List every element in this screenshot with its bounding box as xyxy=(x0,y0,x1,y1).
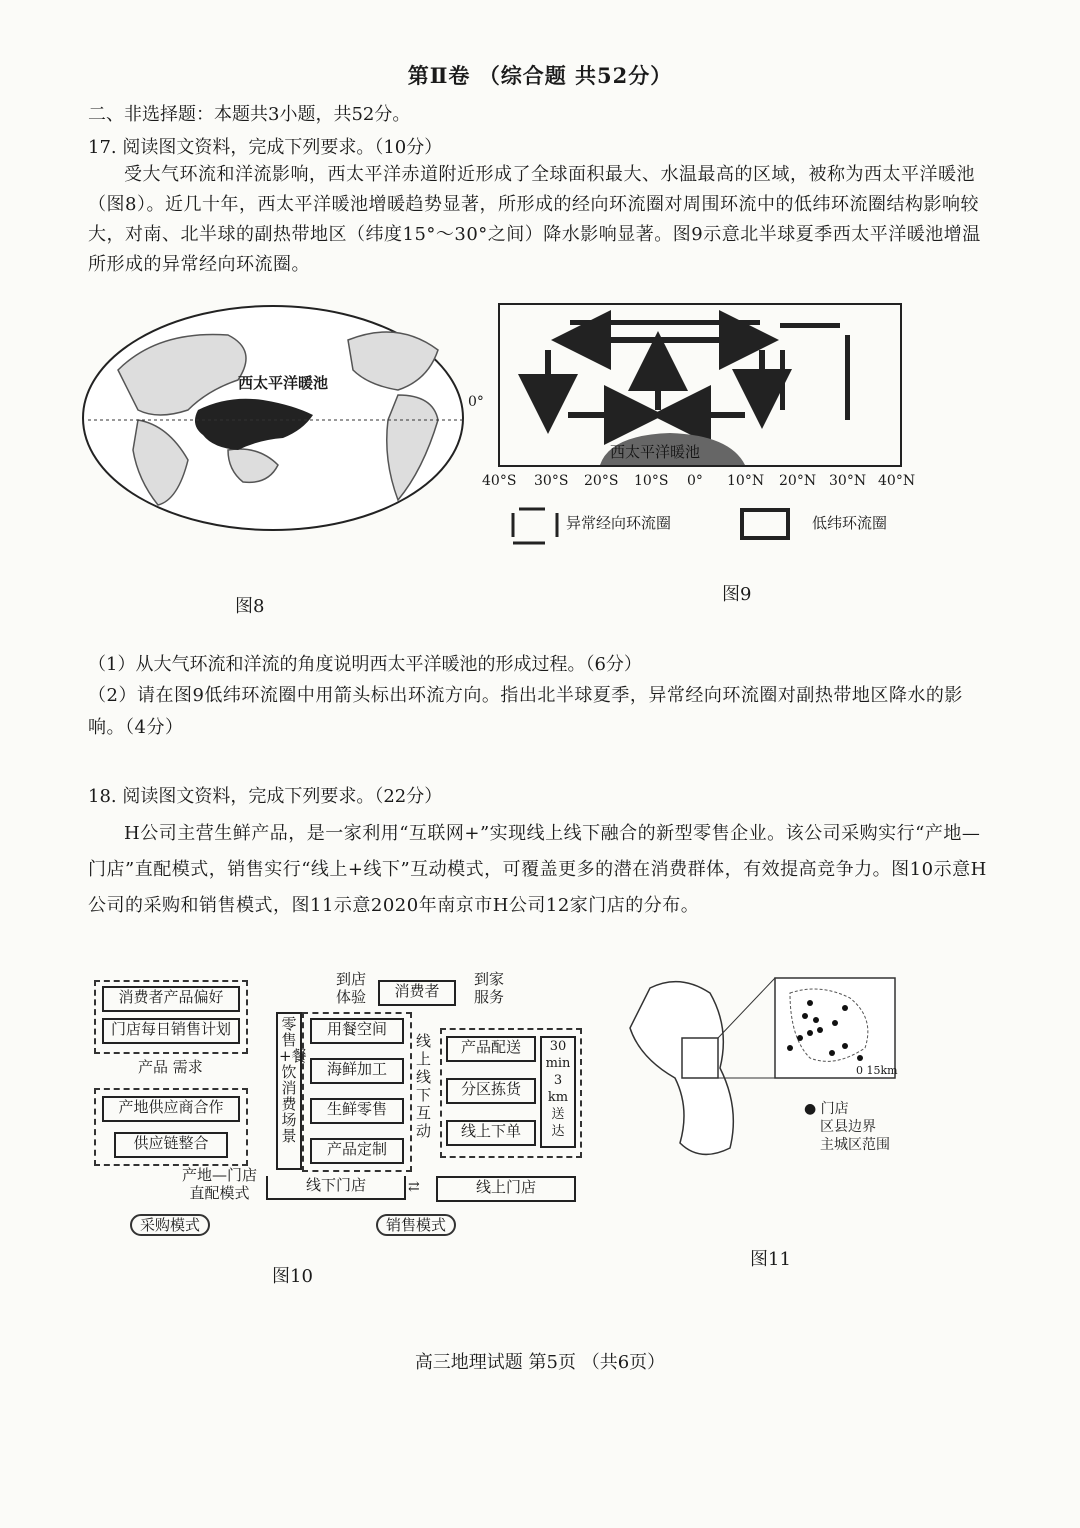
retail-scene-box: 零售+餐饮消费场景 xyxy=(276,1012,302,1170)
tick-label: 30°N xyxy=(829,473,867,489)
purchase-mode-label: 采购模式 xyxy=(130,1214,210,1236)
figure-9-diagram xyxy=(498,303,902,467)
figure-10-caption: 图10 xyxy=(272,1266,313,1287)
tick-label: 30°S xyxy=(534,473,569,489)
q18-paragraph: H公司主营生鲜产品，是一家利用“互联网+”实现线上线下融合的新型零售企业。该公司采购实行“产地—门店”直配模式，销售实行“线上+线下”互动模式，可覆盖更多的潜在消费群体，有效提高竞争力。图10示意H公司的采购和销售模式，图11示意2020年南京市H公司12家门店的分布。 xyxy=(88,823,987,916)
two-way-arrow-icon: ⇄ xyxy=(408,1179,420,1195)
seafood-box: 海鲜加工 xyxy=(310,1058,404,1084)
q17-sub1: （1）从大气环流和洋流的角度说明西太平洋暖池的形成过程。（6分） xyxy=(88,654,642,675)
sales-mode-label: 销售模式 xyxy=(376,1214,456,1236)
tick-label: 10°S xyxy=(634,473,669,489)
fast-delivery-box: 30 min 3 km 送 达 xyxy=(540,1036,576,1148)
online-store-box: 线上门店 xyxy=(436,1176,576,1202)
legend-low-label: 低纬环流圈 xyxy=(812,514,888,532)
dining-box: 用餐空间 xyxy=(310,1018,404,1044)
page-footer: 高三地理试题 第5页 （共6页） xyxy=(414,1352,666,1373)
store-dot-icon: ● xyxy=(804,1101,817,1117)
figure-9-caption: 图9 xyxy=(722,584,752,605)
legend-store: 门店 xyxy=(820,1101,849,1117)
figure-10-diagram xyxy=(90,968,590,1238)
q18-title: 18. 阅读图文资料，完成下列要求。（22分） xyxy=(88,786,443,807)
store-plan-box: 门店每日销售计划 xyxy=(102,1018,240,1044)
order-box: 线上下单 xyxy=(446,1120,536,1146)
supply-chain-box: 供应链整合 xyxy=(114,1132,228,1158)
origin-cooperation-box: 产地供应商合作 xyxy=(102,1096,240,1122)
world-map-graphic xyxy=(78,300,488,535)
legend-boundary: 区县边界 xyxy=(820,1119,876,1135)
to-store-label: 到店 体验 xyxy=(336,970,367,1006)
figure-11-map xyxy=(620,968,920,1178)
tick-label: 20°S xyxy=(584,473,619,489)
figure-8-caption: 图8 xyxy=(235,596,265,617)
online-offline-label: 线上线下互动 xyxy=(416,1032,432,1140)
tick-label: 40°N xyxy=(878,473,916,489)
consumer-box: 消费者 xyxy=(378,980,456,1006)
fresh-retail-box: 生鲜零售 xyxy=(310,1098,404,1124)
q17-paragraph: 受大气环流和洋流影响，西太平洋赤道附近形成了全球面积最大、水温最高的区域，被称为西太平洋暖池（图8）。近几十年，西太平洋暖池增暖趋势显著，所形成的经向环流圈对周围环流中的低纬环流圈结构影响较大，对南、北半球的副热带地区（纬度15°～30°之间）降水影响显著。图9示意北半球夏季西太平洋暖池增温所形成的异常经向环流圈。 xyxy=(88,164,981,275)
legend-abnormal-symbol xyxy=(505,505,565,547)
latitude-axis xyxy=(482,473,922,493)
fig9-pool-label: 西太平洋暖池 xyxy=(610,443,701,461)
tick-label: 0° xyxy=(687,473,703,489)
custom-box: 产品定制 xyxy=(310,1138,404,1164)
tick-label: 40°S xyxy=(482,473,517,489)
figure-8-map xyxy=(78,300,488,535)
direct-mode-label: 产地—门店 直配模式 xyxy=(182,1166,258,1202)
fig11-legend xyxy=(804,1100,890,1154)
delivery-box: 产品配送 xyxy=(446,1036,536,1062)
sorting-box: 分区拣货 xyxy=(446,1078,536,1104)
legend-abnormal-label: 异常经向环流圈 xyxy=(566,514,672,532)
consumer-preference-box: 消费者产品偏好 xyxy=(102,986,240,1012)
scale-label: 0 15km xyxy=(856,1064,898,1077)
equator-label: 0° xyxy=(468,394,484,410)
page-title: 第Ⅱ卷 （综合题 共52分） xyxy=(407,63,673,88)
tick-label: 10°N xyxy=(727,473,765,489)
legend-low-symbol xyxy=(740,508,790,540)
warm-pool-label: 西太平洋暖池 xyxy=(238,374,329,392)
legend-urban: 主城区范围 xyxy=(820,1137,890,1153)
product-demand-label: 产品 需求 xyxy=(138,1058,203,1076)
section-intro: 二、非选择题：本题共3小题，共52分。 xyxy=(88,104,411,125)
tick-label: 20°N xyxy=(779,473,817,489)
offline-store-box: 线下门店 xyxy=(266,1176,406,1200)
figure-11-caption: 图11 xyxy=(750,1249,791,1270)
q17-sub2: （2）请在图9低纬环流圈中用箭头标出环流方向。指出北半球夏季，异常经向环流圈对副热带地区降水的影响。（4分） xyxy=(88,685,963,738)
to-home-label: 到家 服务 xyxy=(474,970,505,1006)
q17-title: 17. 阅读图文资料，完成下列要求。（10分） xyxy=(88,137,443,158)
